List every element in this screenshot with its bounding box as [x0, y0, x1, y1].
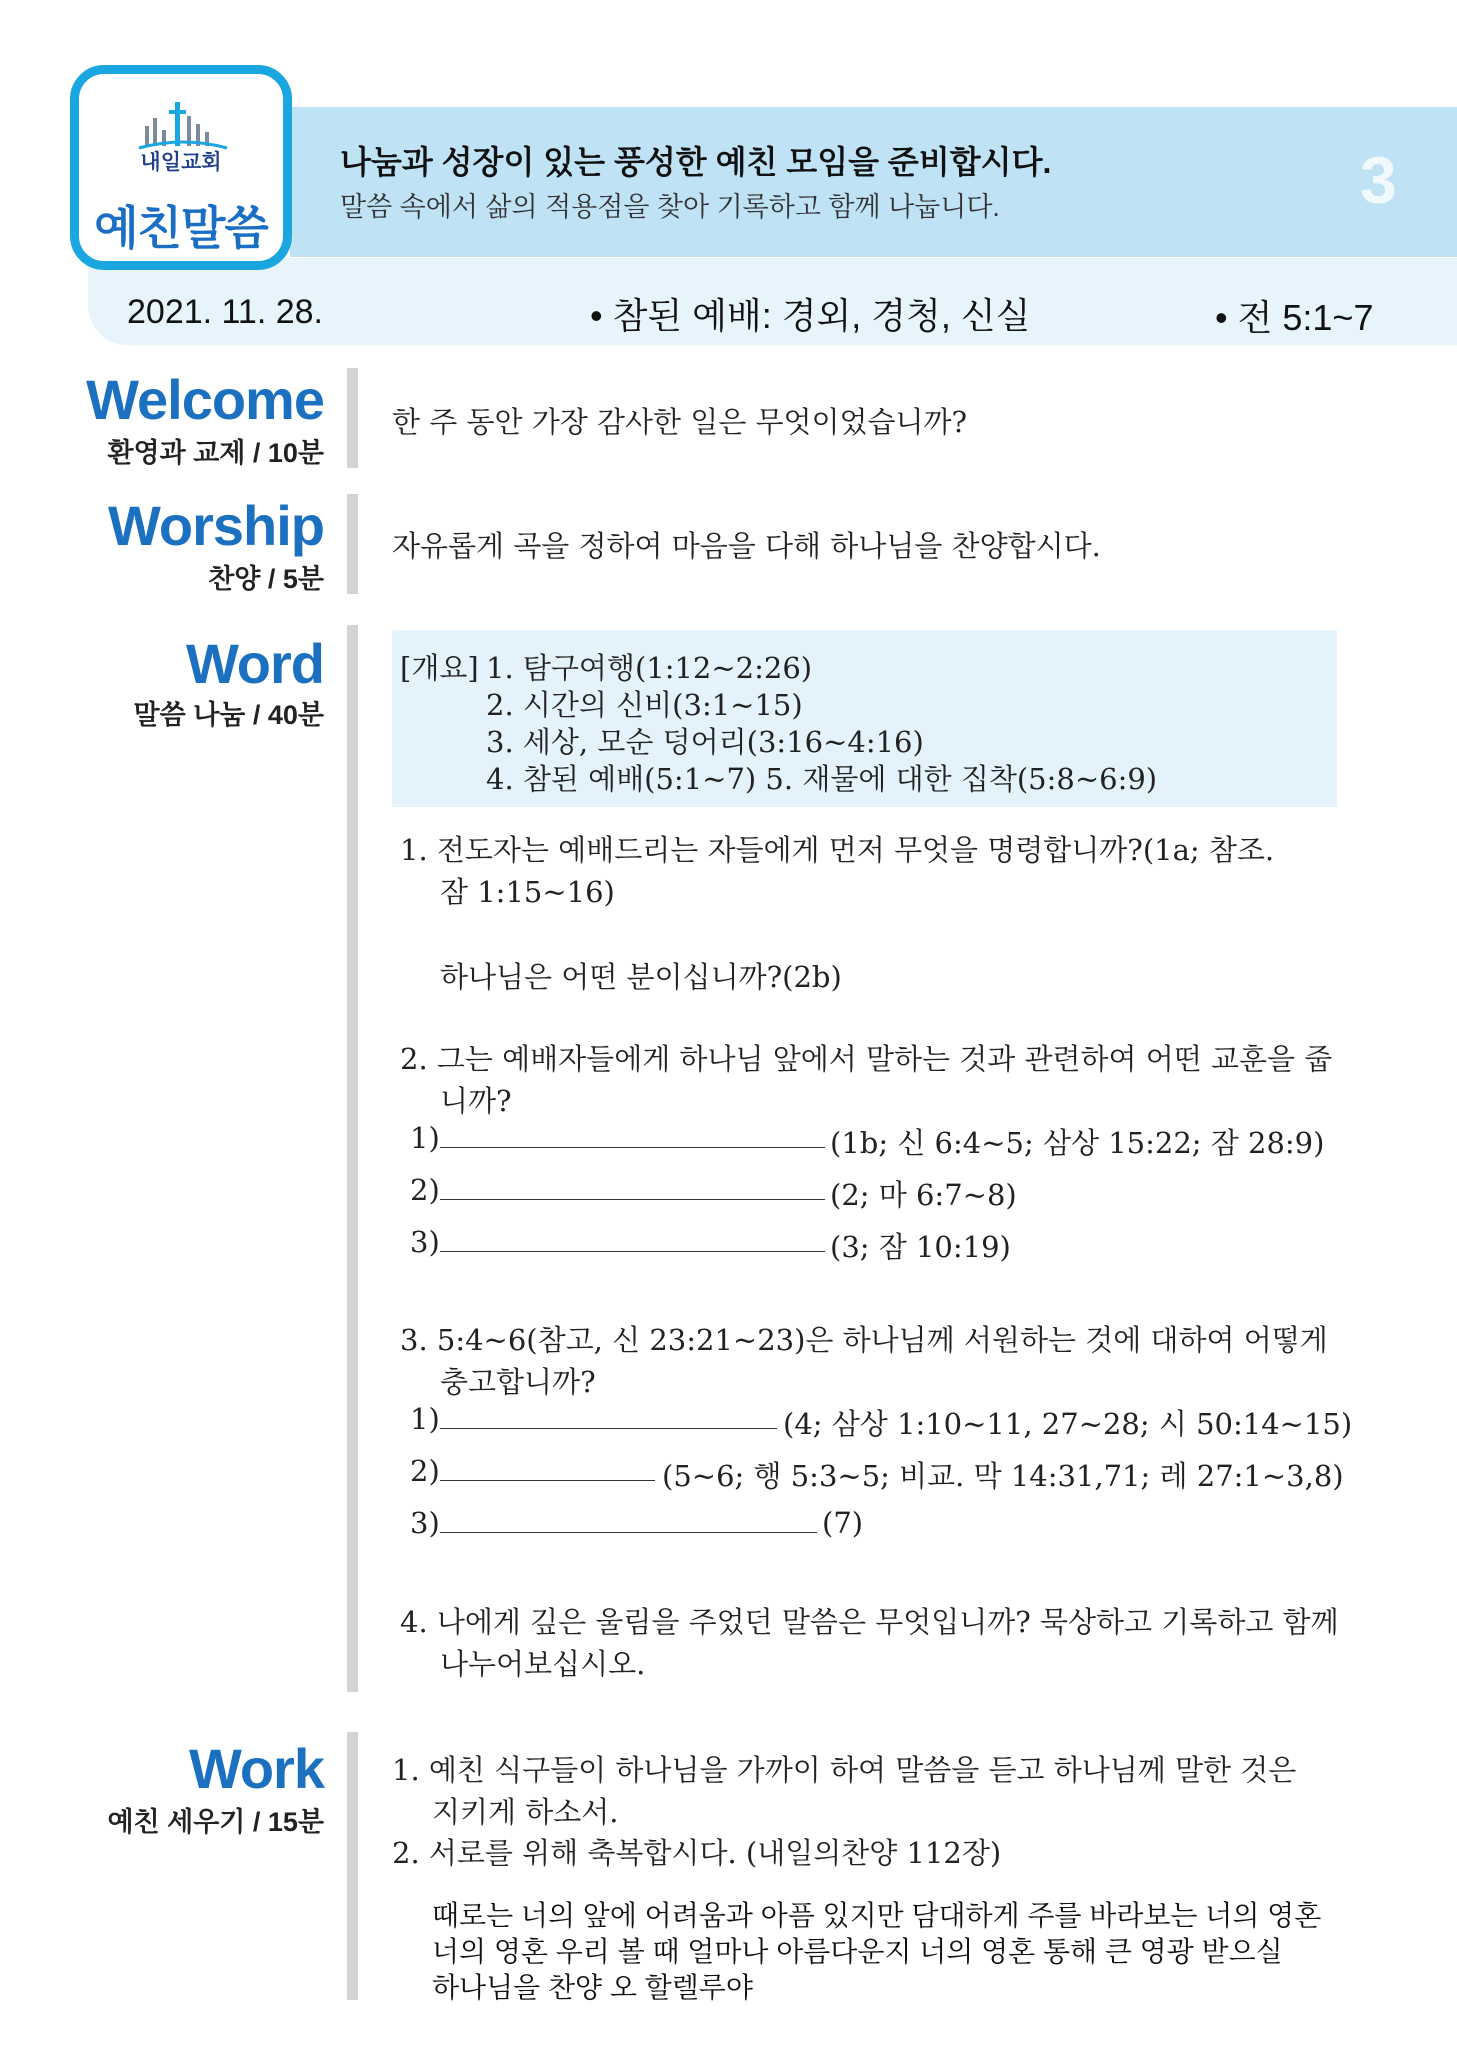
answer-number: 1): [410, 1121, 440, 1155]
answer-line: [410, 1506, 817, 1540]
overview-item: 1. 탐구여행(1:12~2:26): [486, 651, 813, 685]
answer-reference: (2; 마 6:7~8): [830, 1178, 1017, 1212]
church-name: 내일교회: [140, 151, 222, 174]
question-4-cont: 나누어보십시오.: [440, 1647, 646, 1681]
theme: • 참된 예배: 경외, 경청, 신실: [590, 295, 1031, 336]
answer-reference: (7): [822, 1506, 864, 1540]
scripture-reference: • 전 5:1~7: [1215, 297, 1374, 338]
answer-blank[interactable]: [440, 1198, 825, 1200]
question-1: 1. 전도자는 예배드리는 자들에게 먼저 무엇을 명령합니까?(1a; 참조.: [400, 833, 1275, 867]
welcome-text: 한 주 동안 가장 감사한 일은 무엇이었습니까?: [392, 405, 968, 439]
answer-reference: (5~6; 행 5:3~5; 비교. 막 14:31,71; 레 27:1~3,8): [662, 1459, 1344, 1493]
worship-text: 자유롭게 곡을 정하여 마음을 다해 하나님을 찬양합시다.: [392, 529, 1101, 563]
header-title: 나눔과 성장이 있는 풍성한 예친 모임을 준비합시다.: [340, 144, 1052, 180]
overview-label: [개요]: [400, 651, 479, 685]
answer-blank[interactable]: [440, 1427, 777, 1429]
answer-line: [410, 1225, 825, 1259]
header-subtitle: 말씀 속에서 삶의 적용점을 찾아 기록하고 함께 나눕니다.: [340, 192, 1000, 222]
word-divider: [347, 625, 358, 1692]
song-lyric-line: 때로는 너의 앞에 어려움과 아픔 있지만 담대하게 주를 바라보는 너의 영혼: [432, 1900, 1322, 1931]
work-title: Work: [189, 1737, 324, 1800]
work-divider: [347, 1732, 358, 2000]
answer-reference: (4; 삼상 1:10~11, 27~28; 시 50:14~15): [783, 1407, 1353, 1441]
answer-number: 1): [410, 1402, 440, 1436]
lesson-number: 3: [1360, 143, 1397, 217]
answer-line: [410, 1173, 825, 1207]
answer-blank[interactable]: [440, 1531, 817, 1533]
welcome-divider: [347, 368, 358, 468]
question-2-cont: 니까?: [440, 1084, 512, 1118]
answer-line: [410, 1454, 655, 1488]
answer-number: 2): [410, 1173, 440, 1207]
logo-box: [70, 65, 292, 270]
overview-item: 2. 시간의 신비(3:1~15): [486, 688, 803, 722]
welcome-title: Welcome: [86, 368, 324, 431]
song-lyric-line: 너의 영혼 우리 볼 때 얼마나 아름다운지 너의 영혼 통해 큰 영광 받으실: [432, 1936, 1283, 1967]
answer-line: [410, 1402, 777, 1436]
worship-title: Worship: [108, 494, 324, 557]
question-1-followup: 하나님은 어떤 분이십니까?(2b): [440, 960, 842, 994]
word-title: Word: [185, 632, 324, 695]
song-lyric-line: 하나님을 찬양 오 할렐루야: [432, 1972, 753, 2003]
answer-blank[interactable]: [440, 1146, 825, 1148]
question-4: 4. 나에게 깊은 울림을 주었던 말씀은 무엇입니까? 묵상하고 기록하고 함께: [400, 1605, 1339, 1639]
answer-reference: (1b; 신 6:4~5; 삼상 15:22; 잠 28:9): [830, 1126, 1325, 1160]
question-1-cont: 잠 1:15~16): [440, 875, 615, 909]
work-item-1-cont: 지키게 하소서.: [432, 1795, 619, 1829]
question-3-cont: 충고합니까?: [440, 1365, 596, 1399]
answer-blank[interactable]: [440, 1479, 655, 1481]
welcome-subtitle: 환영과 교제 / 10분: [107, 438, 324, 468]
work-item-2: 2. 서로를 위해 축복합시다. (내일의찬양 112장): [392, 1836, 1002, 1870]
overview-item: 4. 참된 예배(5:1~7) 5. 재물에 대한 집착(5:8~6:9): [486, 762, 1158, 796]
logo-title: 예친말씀: [94, 202, 268, 254]
answer-reference: (3; 잠 10:19): [830, 1230, 1011, 1264]
question-3: 3. 5:4~6(참고, 신 23:21~23)은 하나님께 서원하는 것에 대하여 어떻게: [400, 1323, 1328, 1357]
question-2: 2. 그는 예배자들에게 하나님 앞에서 말하는 것과 관련하여 어떤 교훈을 줍: [400, 1042, 1333, 1076]
worship-divider: [347, 494, 358, 594]
answer-number: 3): [410, 1225, 440, 1259]
answer-number: 2): [410, 1454, 440, 1488]
answer-line: [410, 1121, 825, 1155]
answer-blank[interactable]: [440, 1250, 825, 1252]
word-subtitle: 말씀 나눔 / 40분: [133, 700, 324, 730]
date: 2021. 11. 28.: [127, 293, 323, 331]
work-item-1: 1. 예친 식구들이 하나님을 가까이 하여 말씀을 듣고 하나님께 말한 것은: [392, 1753, 1297, 1787]
overview-item: 3. 세상, 모순 덩어리(3:16~4:16): [486, 725, 924, 759]
worship-subtitle: 찬양 / 5분: [208, 564, 324, 594]
answer-number: 3): [410, 1506, 440, 1540]
work-subtitle: 예친 세우기 / 15분: [107, 1807, 324, 1837]
